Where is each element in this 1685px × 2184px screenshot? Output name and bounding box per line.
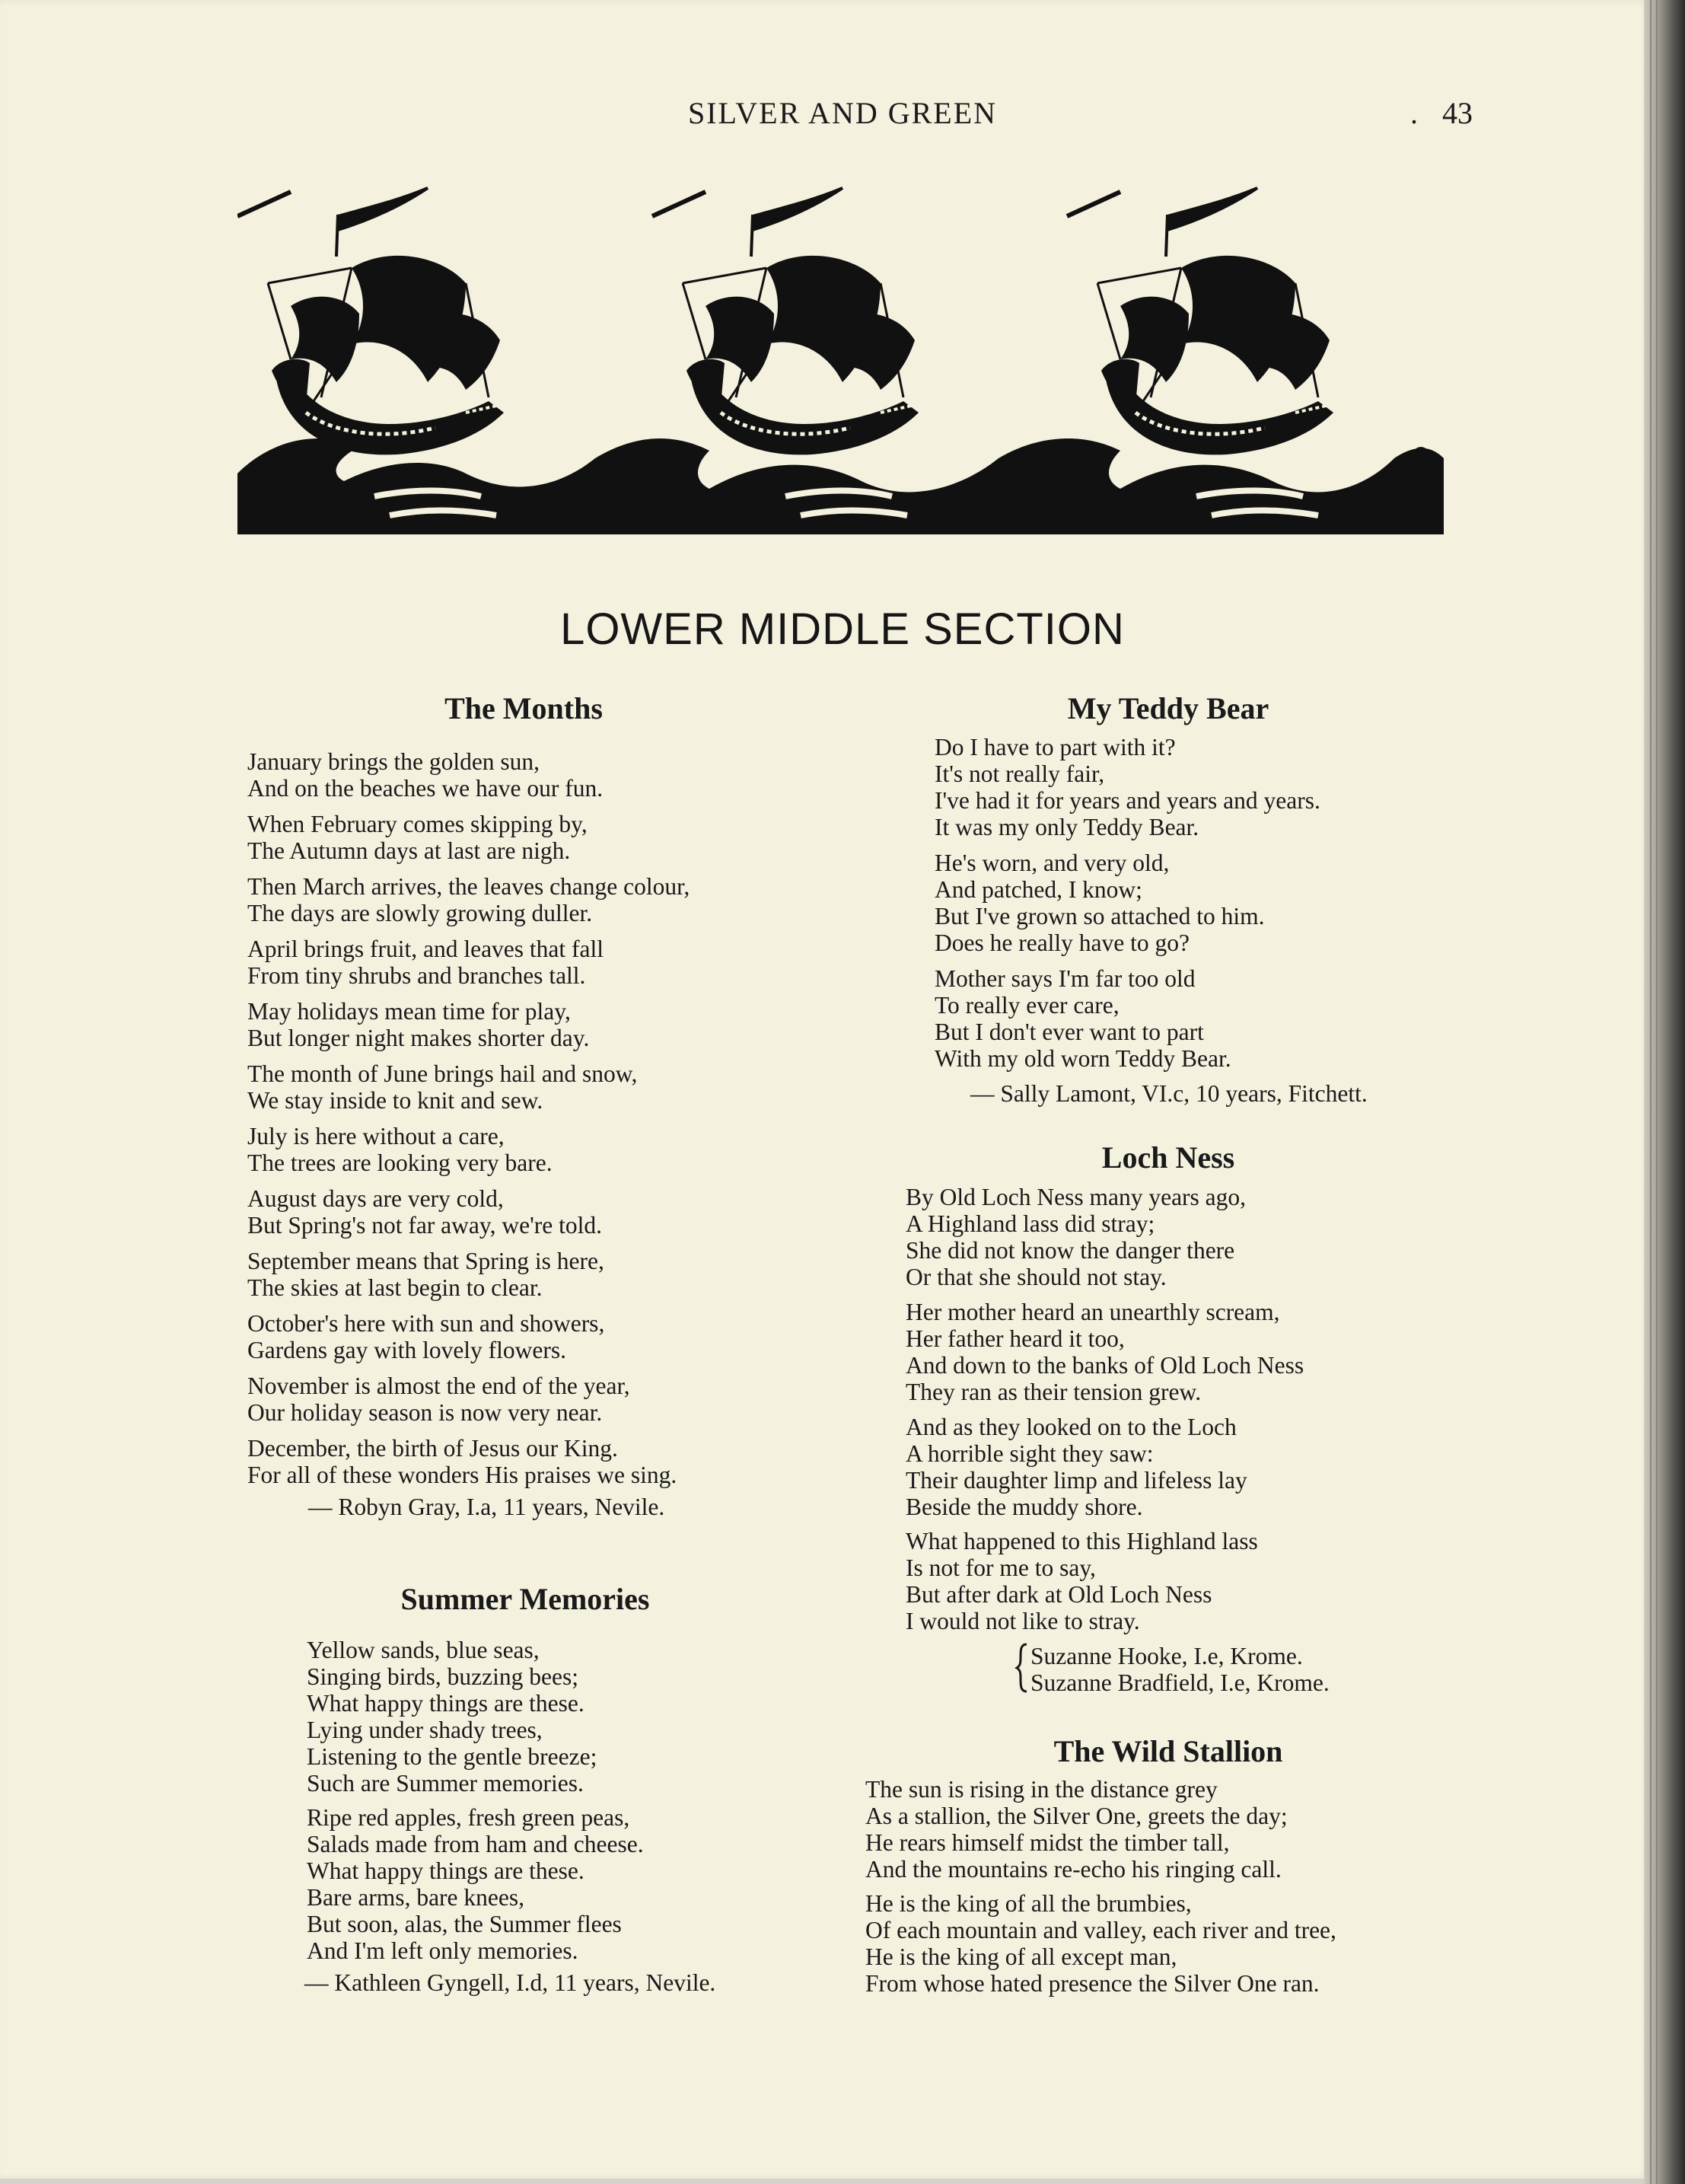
stanza [247, 1310, 604, 1363]
section-title: LOWER MIDDLE SECTION [560, 604, 1125, 654]
poem-line: It was my only Teddy Bear. [935, 814, 1199, 840]
poem-line: Listening to the gentle breeze; [307, 1743, 597, 1770]
poem-line: Or that she should not stay. [906, 1264, 1167, 1290]
poem-line: Does he really have to go? [935, 929, 1190, 956]
poem-line: It's not really fair, [935, 760, 1105, 787]
stanza [906, 1528, 1258, 1634]
poem-line: Bare arms, bare knees, [307, 1884, 524, 1911]
stanza [247, 1185, 602, 1239]
stanza [307, 1804, 644, 1964]
poem-line: She did not know the danger there [906, 1237, 1235, 1264]
poem-line: Singing birds, buzzing bees; [307, 1663, 578, 1690]
poem-line: With my old worn Teddy Bear. [935, 1045, 1231, 1072]
poem-line: Yellow sands, blue seas, [307, 1637, 540, 1663]
poem-credit: — Robyn Gray, I.a, 11 years, Nevile. [308, 1494, 665, 1520]
poem-line: The sun is rising in the distance grey [865, 1776, 1218, 1803]
poem-line: Our holiday season is now very near. [247, 1399, 603, 1426]
poem-line: August days are very cold, [247, 1185, 504, 1212]
poem-line: November is almost the end of the year, [247, 1373, 630, 1399]
stanza [247, 811, 588, 864]
poem-line: Her father heard it too, [906, 1325, 1125, 1352]
poem-credit: Suzanne Bradfield, I.e, Krome. [1030, 1669, 1330, 1696]
poem-line: Of each mountain and valley, each river and tree, [865, 1917, 1336, 1943]
poem-line: April brings fruit, and leaves that fall [247, 936, 604, 962]
poem-line: But Spring's not far away, we're told. [247, 1212, 602, 1239]
poem-line: The skies at last begin to clear. [247, 1274, 543, 1301]
poem-line: What happy things are these. [307, 1690, 584, 1717]
poem-line: But after dark at Old Loch Ness [906, 1581, 1212, 1608]
poem-line: By Old Loch Ness many years ago, [906, 1184, 1247, 1210]
stanza [247, 1060, 637, 1114]
poem-line: December, the birth of Jesus our King. [247, 1435, 618, 1462]
poem-line: Beside the muddy shore. [906, 1494, 1143, 1520]
poem-line: Mother says I'm far too old [935, 965, 1196, 992]
poem-line: January brings the golden sun, [247, 748, 540, 775]
poem-line: And on the beaches we have our fun. [247, 775, 604, 802]
book-spine-edge [1644, 0, 1685, 2184]
poem-line: A Highland lass did stray; [906, 1210, 1155, 1237]
poem-line: July is here without a care, [247, 1123, 505, 1149]
poem-line: Salads made from ham and cheese. [307, 1831, 644, 1857]
poem-line: Is not for me to say, [906, 1554, 1096, 1581]
stanza [906, 1299, 1304, 1405]
poem-line: Do I have to part with it? [935, 734, 1176, 760]
poem-line: The trees are looking very bare. [247, 1149, 553, 1176]
poem-line: Ripe red apples, fresh green peas, [307, 1804, 630, 1831]
stanza [906, 1184, 1246, 1290]
stanza [247, 873, 690, 926]
poem-line: What happened to this Highland lass [906, 1528, 1258, 1554]
poem-title-my-teddy-bear: My Teddy Bear [1067, 691, 1269, 725]
stanza [935, 965, 1231, 1072]
stanza [247, 1248, 604, 1301]
poem-line: September means that Spring is here, [247, 1248, 604, 1274]
poem-credit: Suzanne Hooke, I.e, Krome. [1030, 1643, 1303, 1669]
poem-line: The Autumn days at last are nigh. [247, 837, 571, 864]
poem-line: And the mountains re-echo his ringing call. [865, 1856, 1282, 1883]
stanza [935, 850, 1264, 956]
poem-line: October's here with sun and showers, [247, 1310, 605, 1337]
poem-line: Her mother heard an unearthly scream, [906, 1299, 1280, 1325]
poem-title-the-months: The Months [444, 691, 603, 725]
poem-title-summer-memories: Summer Memories [400, 1582, 650, 1616]
poem-line: But soon, alas, the Summer flees [307, 1911, 622, 1937]
poem-credit: — Sally Lamont, VI.c, 10 years, Fitchett. [970, 1080, 1368, 1107]
poem-line: As a stallion, the Silver One, greets the day; [865, 1803, 1288, 1829]
poem-line: What happy things are these. [307, 1857, 584, 1884]
poem-line: We stay inside to knit and sew. [247, 1087, 543, 1114]
poem-line: When February comes skipping by, [247, 811, 588, 837]
poem-credit: — Kathleen Gyngell, I.d, 11 years, Nevile. [304, 1969, 716, 1996]
stanza [247, 998, 589, 1051]
poem-line: From whose hated presence the Silver One ran. [865, 1970, 1320, 1997]
stanza [247, 748, 603, 802]
poem-line: And down to the banks of Old Loch Ness [906, 1352, 1304, 1379]
poem-line: And patched, I know; [935, 876, 1142, 903]
galleon-banner-illustration [237, 169, 1444, 534]
poem-line: A horrible sight they saw: [906, 1440, 1154, 1467]
poem-line: To really ever care, [935, 992, 1120, 1019]
stanza [935, 734, 1320, 840]
poem-line: For all of these wonders His praises we sing. [247, 1462, 677, 1488]
poem-line: Lying under shady trees, [307, 1717, 543, 1743]
poem-line: I would not like to stray. [906, 1608, 1140, 1634]
poem-line: And as they looked on to the Loch [906, 1414, 1237, 1440]
page-number: 43 [1442, 96, 1473, 130]
poem-line: Their daughter limp and lifeless lay [906, 1467, 1247, 1494]
poem-line: From tiny shrubs and branches tall. [247, 962, 586, 989]
credit-brace [1015, 1641, 1031, 1695]
stanza [247, 1373, 630, 1426]
poem-line: Then March arrives, the leaves change colour, [247, 873, 690, 900]
stanza [865, 1776, 1288, 1883]
stanza [247, 936, 604, 989]
poem-line: Such are Summer memories. [307, 1770, 584, 1797]
running-header: SILVER AND GREEN [687, 96, 998, 130]
poem-title-loch-ness: Loch Ness [1101, 1140, 1235, 1175]
poem-line: May holidays mean time for play, [247, 998, 571, 1025]
poem-line: He is the king of all the brumbies, [865, 1890, 1192, 1917]
poem-line: They ran as their tension grew. [906, 1379, 1202, 1405]
stanza [307, 1637, 597, 1797]
poem-line: But I've grown so attached to him. [935, 903, 1265, 929]
header-dot: . [1410, 96, 1418, 130]
poem-line: He is the king of all except man, [865, 1943, 1177, 1970]
poem-line: He rears himself midst the timber tall, [865, 1829, 1230, 1856]
poem-line: Gardens gay with lovely flowers. [247, 1337, 567, 1363]
stanza [247, 1123, 553, 1176]
stanza [906, 1414, 1247, 1520]
stanza [247, 1435, 677, 1488]
poem-line: I've had it for years and years and years. [935, 787, 1320, 814]
poem-line: He's worn, and very old, [935, 850, 1170, 876]
poem-line: The days are slowly growing duller. [247, 900, 593, 926]
poem-line: The month of June brings hail and snow, [247, 1060, 638, 1087]
poem-line: And I'm left only memories. [307, 1937, 578, 1964]
poem-line: But I don't ever want to part [935, 1019, 1204, 1045]
poem-title-the-wild-stallion: The Wild Stallion [1053, 1734, 1283, 1768]
stanza [865, 1890, 1336, 1997]
poem-line: But longer night makes shorter day. [247, 1025, 590, 1051]
